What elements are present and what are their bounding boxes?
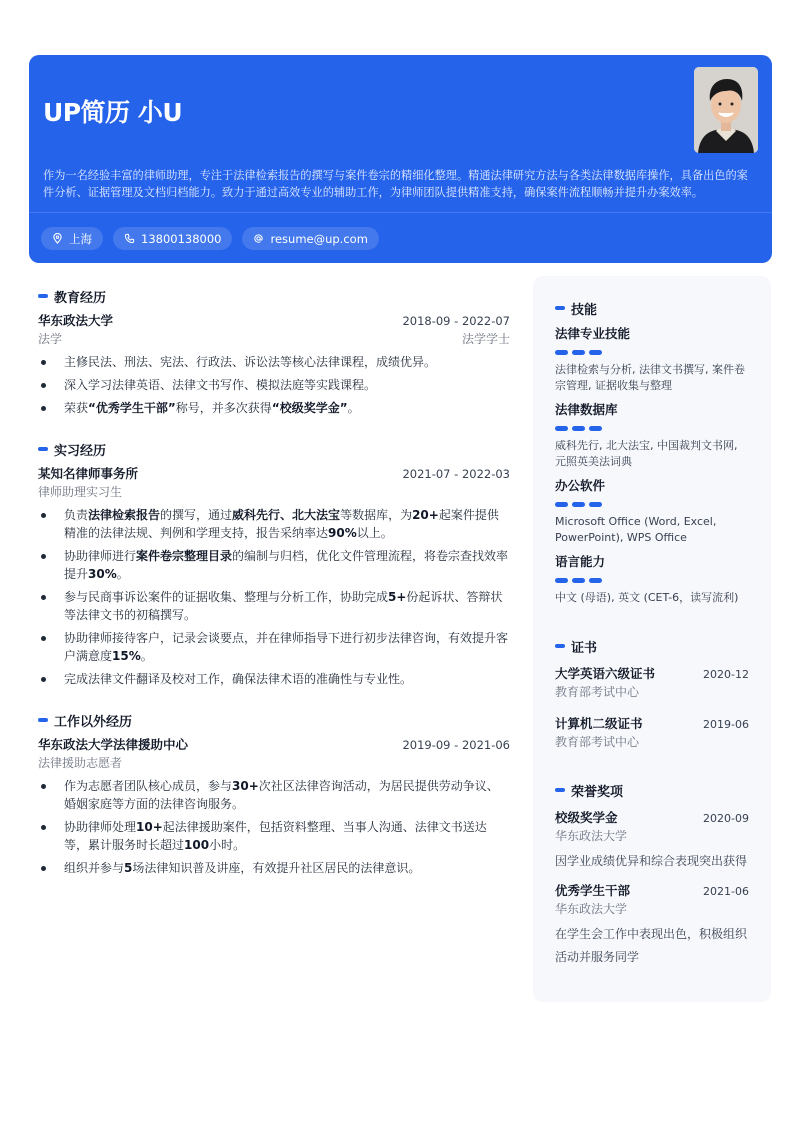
list-item: 参与民商事诉讼案件的证据收集、整理与分析工作，协助完成5+份起诉状、答辩状等法律文书的初稿撰写。	[38, 588, 510, 624]
list-item: 作为志愿者团队核心成员，参与30+次社区法律咨询活动，为居民提供劳动争议、婚姻家庭等方面的法律咨询服务。	[38, 777, 510, 813]
list-item: 完成法律文件翻译及校对工作，确保法律术语的准确性与专业性。	[38, 670, 510, 688]
section-title: 教育经历	[38, 286, 510, 306]
list-item: 协助律师接待客户，记录会谈要点，并在律师指导下进行初步法律咨询，有效提升客户满意度15%。	[38, 629, 510, 665]
skill-level-icon	[555, 578, 749, 583]
list-item: 深入学习法律英语、法律文书写作、模拟法庭等实践课程。	[38, 376, 510, 394]
section-marker-icon	[38, 294, 48, 298]
section-title: 工作以外经历	[38, 710, 510, 730]
section-title: 荣誉奖项	[555, 780, 749, 800]
degree: 法学学士	[461, 332, 510, 346]
contact-list	[41, 227, 379, 250]
skill-level-icon	[555, 350, 749, 355]
certificate-item: 大学英语六级证书 2020-12 教育部考试中心	[555, 666, 749, 699]
org-name: 华东政法大学法律援助中心	[38, 737, 189, 752]
profile-summary: 作为一名经验丰富的律师助理，专注于法律检索报告的撰写与案件卷宗的精细化整理。精通法律研究方法与各类法律数据库操作，具备出色的案件分析、证据管理及文档归档能力。致力于通过高效专业的辅助工作，为律师团队提供精准支持，确保案件流程顺畅并提升办案效率。	[43, 169, 748, 199]
volunteer-bullets	[38, 777, 510, 877]
volunteer-section	[38, 710, 510, 877]
contact-email[interactable]	[242, 227, 378, 250]
section-marker-icon	[38, 718, 48, 722]
company-name: 某知名律师事务所	[38, 466, 139, 481]
header-divider	[29, 212, 772, 213]
volunteer-date: 2019-09 - 2021-06	[402, 738, 510, 752]
award-item: 优秀学生干部 2021-06 华东政法大学 在学生会工作中表现出色，积极组织活动并服务同学	[555, 883, 749, 964]
role: 律师助理实习生	[38, 485, 123, 499]
skills-section	[555, 298, 749, 606]
contact-location	[41, 227, 103, 250]
section-title: 技能	[555, 298, 749, 318]
skill-item: 法律数据库 威科先行, 北大法宝, 中国裁判文书网, 元照英美法词典	[555, 400, 749, 470]
location-pin-icon	[52, 233, 63, 244]
list-item: 协助律师进行案件卷宗整理目录的编制与归档，优化文件管理流程，将卷宗查找效率提升30%。	[38, 547, 510, 583]
awards-section	[555, 780, 749, 969]
section-title: 实习经历	[38, 439, 510, 459]
certificates-section	[555, 636, 749, 750]
section-marker-icon	[555, 306, 565, 310]
skill-level-icon	[555, 502, 749, 507]
certificate-item: 计算机二级证书 2019-06 教育部考试中心	[555, 716, 749, 749]
education-date: 2018-09 - 2022-07	[402, 314, 510, 328]
phone-icon	[124, 233, 135, 244]
list-item: 负责法律检索报告的撰写，通过威科先行、北大法宝等数据库，为20+起案件提供精准的法律法规、判例和学理支持，报告采纳率达90%以上。	[38, 506, 510, 542]
section-title: 证书	[555, 636, 749, 656]
list-item: 组织并参与5场法律知识普及讲座，有效提升社区居民的法律意识。	[38, 859, 510, 877]
skill-item: 办公软件 Microsoft Office (Word, Excel, PowerPoint), WPS Office	[555, 476, 749, 546]
list-item: 主修民法、刑法、宪法、行政法、诉讼法等核心法律课程，成绩优异。	[38, 353, 510, 371]
internship-section	[38, 439, 510, 688]
at-sign-icon	[253, 233, 264, 244]
skill-level-icon	[555, 426, 749, 431]
phone-text: 13800138000	[141, 231, 222, 246]
section-marker-icon	[555, 644, 565, 648]
contact-phone[interactable]	[113, 227, 232, 250]
section-marker-icon	[555, 788, 565, 792]
candidate-name: UP简历 小U	[43, 98, 183, 127]
profile-photo-icon	[694, 67, 758, 153]
internship-date: 2021-07 - 2022-03	[402, 467, 510, 481]
award-item: 校级奖学金 2020-09 华东政法大学 因学业成绩优异和综合表现突出获得	[555, 810, 749, 868]
list-item: 荣获“优秀学生干部”称号，并多次获得“校级奖学金”。	[38, 399, 510, 417]
avatar	[694, 67, 758, 153]
skill-item: 语言能力 中文 (母语), 英文 (CET-6，读写流利)	[555, 552, 749, 606]
major: 法学	[38, 332, 63, 346]
school-name: 华东政法大学	[38, 313, 114, 328]
resume-header	[29, 55, 772, 263]
education-section	[38, 286, 510, 417]
sidebar	[533, 276, 771, 1002]
education-bullets	[38, 353, 510, 417]
skill-item: 法律专业技能 法律检索与分析, 法律文书撰写, 案件卷宗管理, 证据收集与整理	[555, 324, 749, 394]
email-text: resume@up.com	[270, 231, 368, 246]
location-text: 上海	[69, 231, 92, 246]
main-column	[38, 286, 510, 899]
list-item: 协助律师处理10+起法律援助案件，包括资料整理、当事人沟通、法律文书送达等，累计服务时长超过100小时。	[38, 818, 510, 854]
section-marker-icon	[38, 447, 48, 451]
internship-bullets	[38, 506, 510, 688]
role: 法律援助志愿者	[38, 756, 123, 770]
